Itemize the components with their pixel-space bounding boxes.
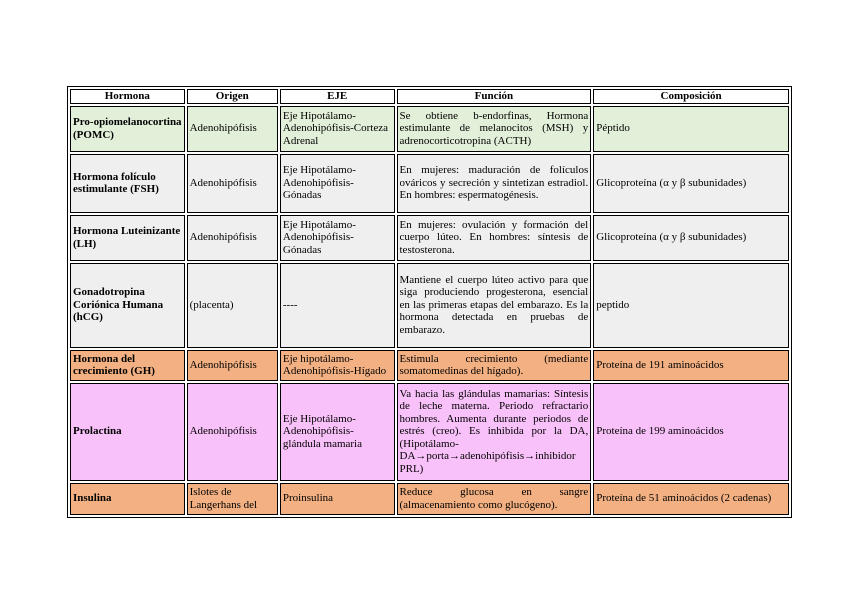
cell-hormona: Gonadotropina Coriónica Humana (hCG)	[70, 263, 185, 348]
cell-origen: Adenohipófisis	[187, 383, 278, 481]
cell-funcion: Mantiene el cuerpo lúteo activo para que siga produciendo progesterona, esencial en las primeras etapas del embarazo. Es la hormona detectada en pruebas de embarazo.	[397, 263, 592, 348]
cell-funcion: Se obtiene b-endorfinas, Hormona estimulante de melanocitos (MSH) y adrenocorticotropina (ACTH)	[397, 106, 592, 152]
table-row-pomc	[70, 106, 789, 152]
table-row-gh	[70, 350, 789, 381]
table-row-fsh	[70, 154, 789, 213]
cell-hormona: Pro-opiomelanocortina (POMC)	[70, 106, 185, 152]
hormone-table	[67, 86, 792, 518]
cell-eje: Eje hipotálamo-Adenohipófisis-Hígado	[280, 350, 395, 381]
cell-eje: Eje Hipotálamo-Adenohipófisis-Corteza Adrenal	[280, 106, 395, 152]
header-composicion: Composición	[593, 89, 789, 104]
table-row-prolactina	[70, 383, 789, 481]
cell-funcion: En mujeres: maduración de folículos ováricos y secreción y sintetizan estradiol. En hombres: espermatogénesis.	[397, 154, 592, 213]
cell-eje: Eje Hipotálamo-Adenohipófisis-glándula mamaria	[280, 383, 395, 481]
cell-hormona: Prolactina	[70, 383, 185, 481]
cell-funcion: En mujeres: ovulación y formación del cuerpo lúteo. En hombres: síntesis de testosterona.	[397, 215, 592, 261]
cell-origen: Adenohipófisis	[187, 106, 278, 152]
cell-eje: Eje Hipotálamo-Adenohipófisis-Gónadas	[280, 154, 395, 213]
header-origen: Origen	[187, 89, 278, 104]
cell-eje: Eje Hipotálamo-Adenohipófisis-Gónadas	[280, 215, 395, 261]
table-row-insulina	[70, 483, 789, 515]
cell-origen: (placenta)	[187, 263, 278, 348]
header-hormona: Hormona	[70, 89, 185, 104]
cell-origen: Islotes de Langerhans del	[187, 483, 278, 515]
cell-origen: Adenohipófisis	[187, 215, 278, 261]
cell-composicion: Proteína de 199 aminoácidos	[593, 383, 789, 481]
table-row-lh	[70, 215, 789, 261]
cell-hormona: Hormona del crecimiento (GH)	[70, 350, 185, 381]
header-funcion: Función	[397, 89, 592, 104]
cell-funcion: Reduce glucosa en sangre (almacenamiento como glucógeno).	[397, 483, 592, 515]
cell-composicion: Péptido	[593, 106, 789, 152]
cell-hormona: Hormona Luteinizante (LH)	[70, 215, 185, 261]
cell-origen: Adenohipófisis	[187, 154, 278, 213]
cell-composicion: Proteína de 51 aminoácidos (2 cadenas)	[593, 483, 789, 515]
cell-composicion: Proteína de 191 aminoácidos	[593, 350, 789, 381]
cell-hormona: Insulina	[70, 483, 185, 515]
header-row	[70, 89, 789, 104]
cell-origen: Adenohipófisis	[187, 350, 278, 381]
cell-composicion: Glicoproteína (α y β subunidades)	[593, 215, 789, 261]
cell-composicion: Glicoproteína (α y β subunidades)	[593, 154, 789, 213]
header-eje: EJE	[280, 89, 395, 104]
cell-eje: ----	[280, 263, 395, 348]
table-row-hcg	[70, 263, 789, 348]
cell-composicion: peptido	[593, 263, 789, 348]
cell-eje: Proinsulina	[280, 483, 395, 515]
cell-funcion: Va hacia las glándulas mamarias: Síntesis de leche materna. Periodo refractario hombres. Aumenta durante periodos de estrés (creo). Es inhibida por la DA,(Hipotálamo-DA→porta→adenohipófisis→inhibidor PRL)	[397, 383, 592, 481]
cell-funcion: Estimula crecimiento (mediante somatomedinas del hígado).	[397, 350, 592, 381]
cell-hormona: Hormona folículo estimulante (FSH)	[70, 154, 185, 213]
